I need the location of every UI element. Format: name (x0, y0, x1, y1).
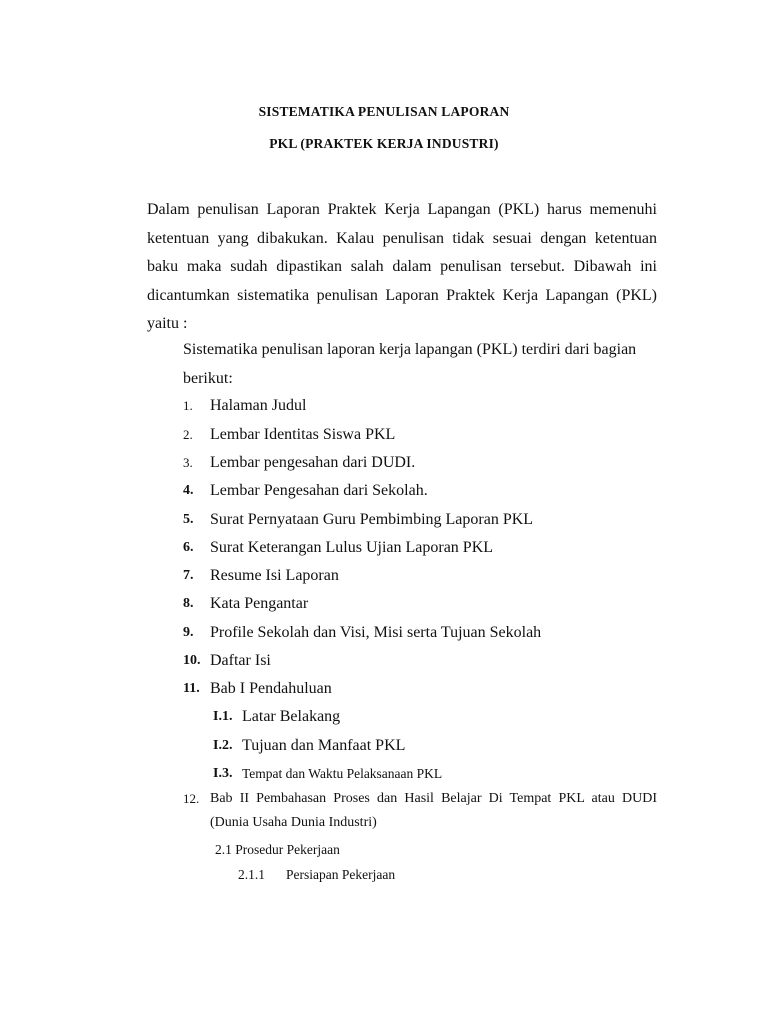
list-item-number: 8. (183, 596, 194, 611)
list-item-number: 11. (183, 681, 200, 696)
list-item-text: Lembar Pengesahan dari Sekolah. (210, 482, 428, 499)
list-item-number: 5. (183, 512, 194, 527)
list-item-text: Bab II Pembahasan Proses dan Hasil Belajar Di Tempat PKL atau DUDI (Dunia Usaha Dunia Industri) (210, 791, 657, 830)
list-item-text: Kata Pengantar (210, 595, 309, 612)
section-heading-2-1: 2.1 Prosedur Pekerjaan (215, 842, 340, 857)
sub-list-item-text: Tempat dan Waktu Pelaksanaan PKL (242, 766, 443, 781)
list-item-text: Halaman Judul (210, 397, 307, 414)
doc-title-line1: SISTEMATIKA PENULISAN LAPORAN (258, 104, 510, 119)
list-item-number: 7. (183, 568, 194, 583)
list-item-text: Resume Isi Laporan (210, 567, 339, 584)
list-intro: Sistematika penulisan laporan kerja lapangan (PKL) terdiri dari bagian berikut: (183, 341, 637, 387)
list-item-text: Lembar Identitas Siswa PKL (210, 426, 396, 443)
list-item-number: 6. (183, 540, 194, 555)
intro-paragraph: Dalam penulisan Laporan Praktek Kerja Lapangan (PKL) harus memenuhi ketentuan yang dibakukan. Kalau penulisan tidak sesuai dengan ketentuan baku maka sudah dipastikan salah dalam penulisan tersebut. Dibawah ini dicantumkan sistematika penulisan Laporan Praktek Kerja Lapangan (PKL) yaitu : (147, 201, 657, 332)
list-item-number: 1. (183, 398, 193, 413)
list-item-number: 3. (183, 455, 193, 470)
list-item-text: Profile Sekolah dan Visi, Misi serta Tujuan Sekolah (210, 624, 542, 641)
sub-list-item-number: I.2. (213, 738, 233, 753)
list-item-text: Daftar Isi (210, 652, 271, 669)
list-item-number: 4. (183, 483, 194, 498)
sub-list-item-text: Latar Belakang (242, 708, 341, 725)
list-item-number: 2. (183, 427, 193, 442)
section-2-1-1-text: Persiapan Pekerjaan (286, 867, 396, 882)
sub-list-item-text: Tujuan dan Manfaat PKL (242, 737, 406, 754)
list-item-number: 9. (183, 625, 194, 640)
list-item-text: Bab I Pendahuluan (210, 680, 332, 697)
sub-list-item-number: I.3. (213, 766, 233, 781)
list-item-text: Lembar pengesahan dari DUDI. (210, 454, 416, 471)
list-item-number: 10. (183, 653, 201, 668)
sub-list-item-number: I.1. (213, 709, 233, 724)
list-item-number: 12. (183, 791, 200, 806)
list-item-text: Surat Keterangan Lulus Ujian Laporan PKL (210, 539, 494, 556)
section-2-1-1-number: 2.1.1 (238, 867, 265, 882)
doc-title-line2: PKL (PRAKTEK KERJA INDUSTRI) (269, 136, 499, 151)
list-item-text: Surat Pernyataan Guru Pembimbing Laporan PKL (210, 511, 534, 528)
